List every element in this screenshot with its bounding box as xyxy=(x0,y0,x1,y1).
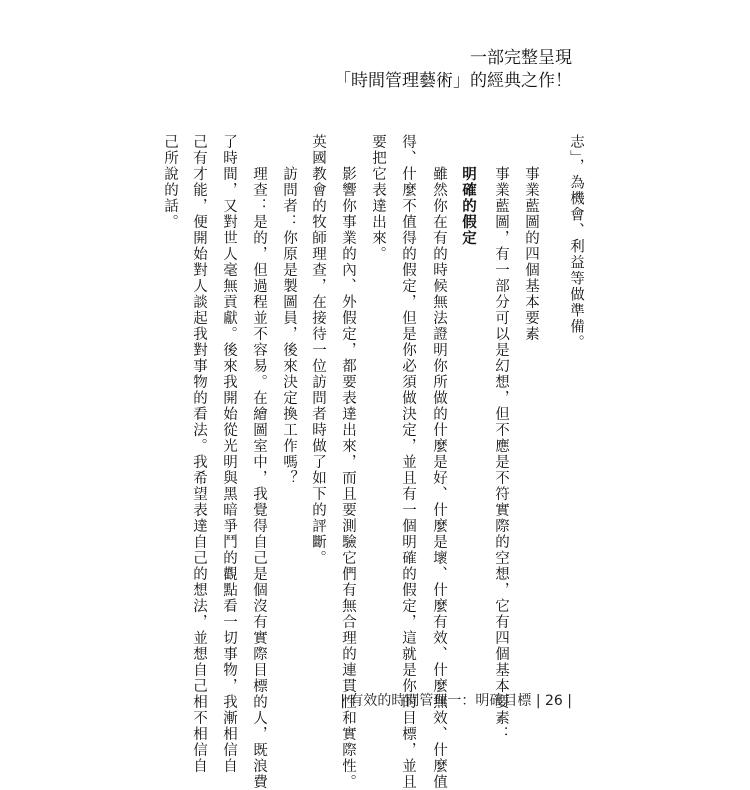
text-column: 己所說的話。 xyxy=(162,134,178,230)
text-column: 理查：是的，但過程並不容易。在繪圖室中，我覺得自己是個沒有實際目標的人，既浪費 xyxy=(251,166,267,790)
tagline-line-1: 一部完整呈現 xyxy=(470,48,572,68)
text-column: 了時間，又對世人毫無貢獻。後來我開始從光明與黑暗爭鬥的觀點看一切事物，我漸相信自 xyxy=(221,134,237,774)
text-column: 要把它表達出來。 xyxy=(370,134,386,262)
text-column: 志」，為機會、利益等做準備。 xyxy=(568,134,584,351)
tagline xyxy=(334,47,572,93)
text-column: 明確的假定 xyxy=(460,166,477,246)
text-column: 影響你事業的內、外假定，都要表達出來，而且要測驗它們有無合理的連貫性和實際性。 xyxy=(340,166,356,790)
text-column: 訪問者：你原是製圖員，後來決定換工作嗎？ xyxy=(281,166,297,486)
text-column: 己有才能，便開始對人談起我對事物的看法。我希望表達自己的想法，並想自己相不相信自 xyxy=(191,134,207,774)
text-column: 事業藍圖的四個基本要素 xyxy=(523,166,539,342)
text-column: 得、什麼不值得的假定，但是你必須做決定，並且有一個明確的假定，這就是你的目標，並且 xyxy=(400,134,416,790)
text-column: 英國教會的牧師理查，在接待一位訪問者時做了如下的評斷。 xyxy=(310,134,326,566)
text-column: 事業藍圖，有一部分可以是幻想，但不應是不符實際的空想，它有四個基本要素： xyxy=(493,166,509,742)
text-column: 雖然你在有的時候無法證明你所做的什麼是好、什麼是壞、什麼有效、什麼無效、什麼值 xyxy=(431,166,447,790)
page-footer: | 有效的時間管理一：明確目標 | 26 | xyxy=(340,693,572,709)
tagline-line-2: 「時間管理藝術」的經典之作！ xyxy=(334,71,572,91)
